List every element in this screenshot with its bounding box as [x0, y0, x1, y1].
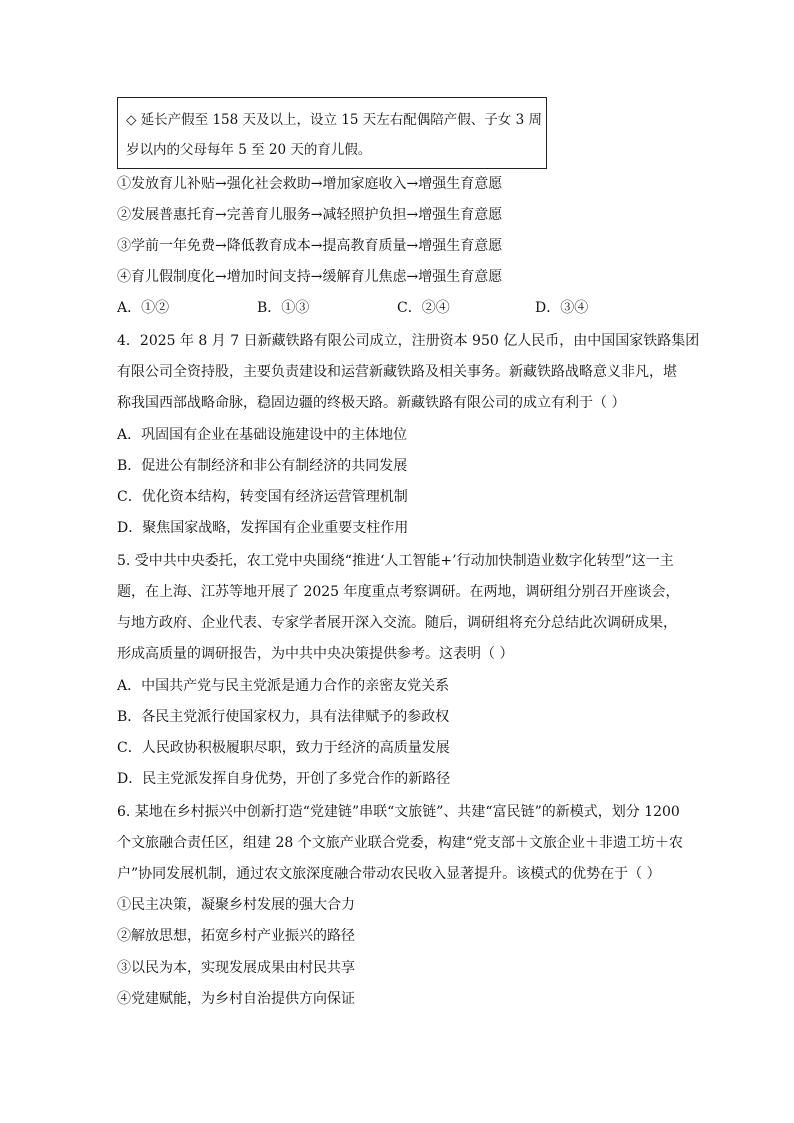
- q5-stem-line-2: 题，在上海、江苏等地开展了 2025 年度重点考察调研。在两地，调研组分别召开座谈会，: [117, 584, 680, 600]
- q3-option-c[interactable]: C．②④: [397, 300, 450, 316]
- q3-option-b[interactable]: B．①③: [257, 300, 310, 316]
- q6-item-3: ③以民为本，实现发展成果由村民共享: [117, 960, 355, 976]
- q6-item-2: ②解放思想，拓宽乡村产业振兴的路径: [117, 928, 355, 944]
- q3-item-4: ④育儿假制度化→增加时间支持→缓解育儿焦虑→增强生育意愿: [117, 269, 503, 285]
- q4-stem-line-1: 4．2025 年 8 月 7 日新藏铁路有限公司成立，注册资本 950 亿人民币，由中国国家铁路集团: [117, 333, 700, 349]
- policy-box-line-2: 岁以内的父母每年 5 至 20 天的育儿假。: [126, 142, 372, 158]
- q3-option-a[interactable]: A．①②: [117, 300, 170, 316]
- policy-box: [117, 97, 547, 169]
- q3-item-3: ③学前一年免费→降低教育成本→提高教育质量→增强生育意愿: [117, 238, 503, 254]
- q6-stem-line-2: 个文旅融合责任区，组建 28 个文旅产业联合党委，构建“党支部＋文旅企业＋非遗工坊＋农: [117, 835, 683, 851]
- q3-item-2: ②发展普惠托育→完善育儿服务→减轻照护负担→增强生育意愿: [117, 207, 503, 223]
- q4-option-c[interactable]: C．优化资本结构，转变国有经济运营管理机制: [117, 489, 408, 505]
- q5-stem-line-4: 形成高质量的调研报告，为中共中央决策提供参考。这表明（ ）: [117, 646, 514, 662]
- q4-option-d[interactable]: D．聚焦国家战略，发挥国有企业重要支柱作用: [117, 520, 409, 536]
- q6-item-4: ④党建赋能，为乡村自治提供方向保证: [117, 991, 355, 1007]
- q6-item-1: ①民主决策，凝聚乡村发展的强大合力: [117, 897, 355, 913]
- q4-stem-line-2: 有限公司全资持股，主要负责建设和运营新藏铁路及相关事务。新藏铁路战略意义非凡，堪: [117, 364, 677, 380]
- q4-option-a[interactable]: A．巩固国有企业在基础设施建设中的主体地位: [117, 427, 408, 443]
- q3-item-1: ①发放育儿补贴→强化社会救助→增加家庭收入→增强生育意愿: [117, 176, 503, 192]
- q6-stem-line-3: 户”协同发展机制，通过农文旅深度融合带动农民收入显著提升。该模式的优势在于（ ）: [117, 866, 661, 882]
- policy-box-line-1: ◇ 延长产假至 158 天及以上，设立 15 天左右配偶陪产假、子女 3 周: [126, 112, 542, 128]
- q5-option-b[interactable]: B．各民主党派行使国家权力，具有法律赋予的参政权: [117, 709, 450, 725]
- q5-stem-line-1: 5. 受中共中央委托，农工党中央围绕“推进‘人工智能+’行动加快制造业数字化转型”这一主: [117, 553, 674, 569]
- q4-stem-line-3: 称我国西部战略命脉，稳固边疆的终极天路。新藏铁路有限公司的成立有利于（ ）: [117, 395, 626, 411]
- q5-option-c[interactable]: C．人民政协积极履职尽职，致力于经济的高质量发展: [117, 740, 450, 756]
- q3-option-d[interactable]: D．③④: [535, 300, 589, 316]
- q5-stem-line-3: 与地方政府、企业代表、专家学者展开深入交流。随后，调研组将充分总结此次调研成果，: [117, 615, 677, 631]
- q4-option-b[interactable]: B．促进公有制经济和非公有制经济的共同发展: [117, 458, 408, 474]
- q6-stem-line-1: 6. 某地在乡村振兴中创新打造“党建链”串联“文旅链”、共建“富民链”的新模式，划分 1200: [117, 804, 680, 820]
- q5-option-d[interactable]: D．民主党派发挥自身优势，开创了多党合作的新路径: [117, 771, 451, 787]
- q5-option-a[interactable]: A．中国共产党与民主党派是通力合作的亲密友党关系: [117, 678, 450, 694]
